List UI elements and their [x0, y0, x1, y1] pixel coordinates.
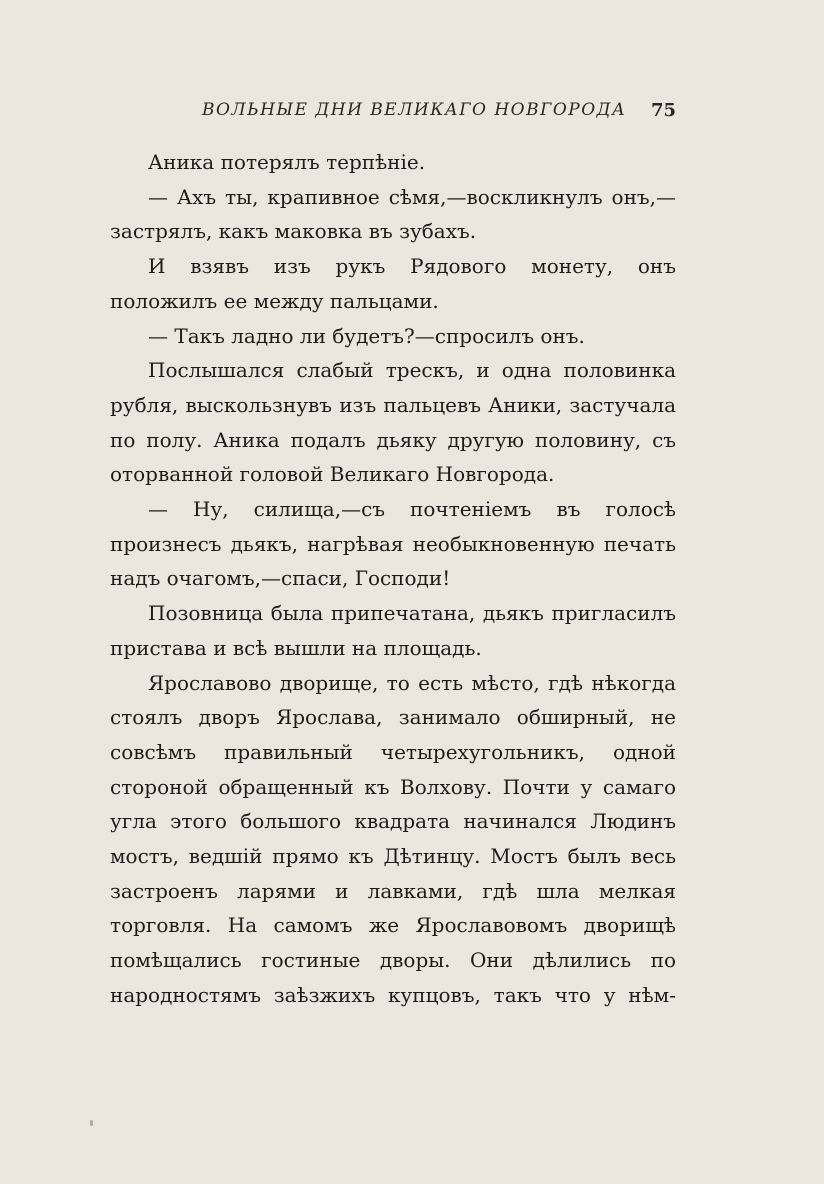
paragraph: Ярославово дворище, то есть мѣсто, гдѣ нѣкогда стоялъ дворъ Ярослава, занимало обширный, не совсѣмъ правильный четырехугольникъ, одной стороной обращенный къ Волхову. Почти у самаго угла этого большого квадрата начинался Людинъ мостъ, ведшій прямо къ Дѣтинцу. Мостъ былъ весь застроенъ ларями и лавками, гдѣ шла мелкая торговля. На самомъ же Ярославовомъ дворищѣ помѣщались гостиные дворы. Они дѣлились по народностямъ заѣзжихъ купцовъ, такъ что у нѣм-	[110, 670, 676, 1007]
paragraph: — Ну, силища,—съ почтеніемъ въ голосѣ произнесъ дьякъ, нагрѣвая необыкновенную печать надъ очагомъ,—спаси, Господи!	[110, 497, 676, 591]
paragraph: — Такъ ладно ли будетъ?—спросилъ онъ.	[148, 323, 585, 348]
paragraph: Позовница была припечатана, дьякъ пригласилъ пристава и всѣ вышли на площадь.	[110, 601, 676, 660]
page-number: 75	[650, 100, 676, 121]
body-text	[110, 145, 676, 1013]
running-head	[110, 100, 676, 126]
paragraph: Аника потерялъ терпѣніе.	[148, 150, 426, 174]
paragraph: И взявъ изъ рукъ Рядового монету, онъ положилъ ее между пальцами.	[110, 254, 676, 313]
paper-speck	[90, 1120, 93, 1126]
paragraph: Послышался слабый трескъ, и одна половинка рубля, выскользнувъ изъ пальцевъ Аники, застучала по полу. Аника подалъ дьяку другую половину, съ оторванной головой Великаго Новгорода.	[110, 358, 676, 487]
paragraph: — Ахъ ты, крапивное сѣмя,—воскликнулъ онъ,— застрялъ, какъ маковка въ зубахъ.	[110, 184, 676, 244]
running-title: ВОЛЬНЫЕ ДНИ ВЕЛИКАГО НОВГОРОДА	[202, 100, 627, 120]
